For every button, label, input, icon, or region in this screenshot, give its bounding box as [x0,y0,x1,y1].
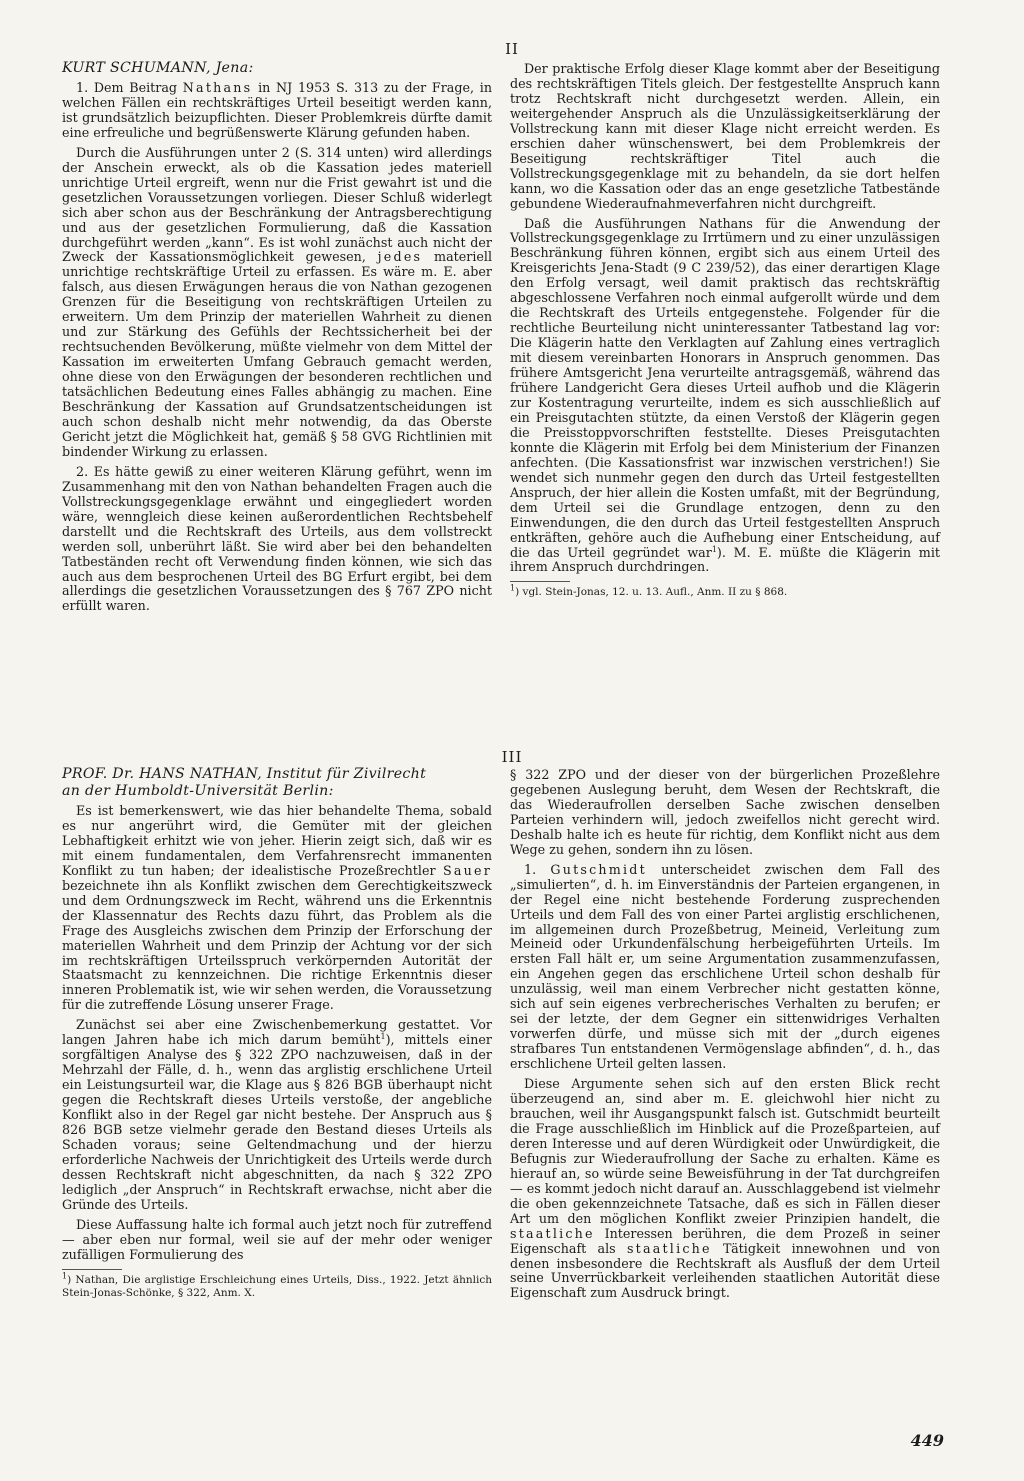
section-iii-left-column [62,766,492,1300]
section-numeral-ii: II [505,40,519,58]
paragraph: Es ist bemerkenswert, wie das hier behandelte Thema, sobald es nur angerührt wird, die Gemüter mit der gleichen Lebhaftigkeit erhitzt wie von jeher. Hierin zeigt sich, daß wir es mit einem fundamentalen, dem Verfahrensrecht immanenten Konflikt zu tun haben; der idealistische Prozeßrechtler Sauer bezeichnete ihn als Konflikt zwischen dem Gerechtigkeitszweck und dem Ordnungszweck im Recht, während uns die Erkenntnis der Klassennatur des Rechts dazu führt, das Problem als die Frage des Ausgleichs zwischen dem Prinzip der Erforschung der materiellen Wahrheit und dem Prinzip der Achtung vor der sich im rechtskräftigen Urteilsspruch verkörpernden Autorität der Staatsmacht zu kennzeichnen. Die richtige Erkenntnis dieser inneren Problematik ist, wie wir sehen werden, die Voraussetzung für die zutreffende Lösung unserer Frage. [62,803,492,1013]
paragraph: Zunächst sei aber eine Zwischenbemerkung gestattet. Vor langen Jahren habe ich mich darum bemüht$^1$), mittels einer sorgfältigen Analyse des § 322 ZPO nachzuweisen, daß in der Mehrzahl der Fälle, d. h., wenn das arglistig erschlichene Urteil ein Leistungsurteil war, die Klage aus § 826 BGB überhaupt nicht gegen die Rechtskraft dieses Urteils verstoße, der angebliche Konflikt also in der Regel gar nicht bestehe. Der Anspruch aus § 826 BGB setze vielmehr gerade den Bestand dieses Urteils als Schaden voraus; seine Geltendmachung und der hierzu erforderliche Nachweis der Unrichtigkeit des Urteils werde durch dessen Rechtskraft nicht abgeschnitten, da nach § 322 ZPO lediglich „der Anspruch“ in Rechtskraft erwachse, nicht aber die Gründe des Urteils. [62,1017,492,1212]
footnote: $^1$) Nathan, Die arglistige Erschleichung eines Urteils, Diss., 1922. Jetzt ähnlich Stein-Jonas-Schönke, § 322, Anm. X. [62,1271,492,1299]
section-ii-left-column [62,60,492,619]
footnote: $^1$) vgl. Stein-Jonas, 12. u. 13. Aufl., Anm. II zu § 868. [510,583,788,599]
paragraph: § 322 ZPO und der dieser von der bürgerlichen Prozeßlehre gegebenen Auslegung beruht, dem Wesen der Rechtskraft, die das Wiederaufrollen derselben Sache zwischen denselben Parteien verhindern will, jedoch zweifellos nicht gerecht wird. Deshalb halte ich es heute für richtig, dem Konflikt nicht aus dem Wege zu gehen, sondern ihn zu lösen. [510,767,940,857]
paragraph: Daß die Ausführungen Nathans für die Anwendung der Vollstreckungsgegenklage zu Irrtümern und zu einer unzulässigen Beschränkung führen können, ergibt sich aus einem Urteil des Kreisgerichts Jena-Stadt (9 C 239/52), das einer derartigen Klage den Erfolg versagt, weil damit praktisch das rechtskräftig abgeschlossene Verfahren noch einmal aufgerollt würde und dem die Rechtskraft des Urteils entgegenstehe. Folgender für die rechtliche Beurteilung nicht uninteressanter Tatbestand lag vor: Die Klägerin hatte den Verklagten auf Zahlung eines vertraglich mit diesem vereinbarten Honorars in Anspruch genommen. Das frühere Amtsgericht Jena verurteilte antragsgemäß, während das frühere Landgericht Gera dieses Urteil aufhob und die Klägerin zur Kostentragung verurteilte, indem es sich ausschließlich auf ein Preisgutachten stützte, da einen Verstoß der Klägerin gegen die Preisstoppvorschriften feststellte. Dieses Preisgutachten konnte die Klägerin mit Erfolg bei dem Ministerium der Finanzen anfechten. (Die Kassationsfrist war inzwischen verstrichen!) Sie wendet sich nunmehr gegen den durch das Urteil festgestellten Anspruch, der hier allein die Kosten umfaßt, mit der Begründung, dem Urteil sei die Grundlage entzogen, denn zu den Einwendungen, die den durch das Urteil festgestellten Anspruch entkräften, gehöre auch die Aufhebung einer Entscheidung, auf die das Urteil gegründet war$^1$). M. E. müßte die Klägerin mit ihrem Anspruch durchdringen. [510,215,940,575]
paragraph: Diese Argumente sehen sich auf den ersten Blick recht überzeugend an, sind aber m. E. gleichwohl hier nicht zu brauchen, weil ihr Ausgangspunkt falsch ist. Gutschmidt beurteilt die Frage ausschließlich im Hinblick auf die Prozeßparteien, auf deren Interesse und auf deren Würdigkeit oder Unwürdigkeit, die Befugnis zur Wiederaufrollung der Sache zu erhalten. Käme es hierauf an, so würde seine Beweisführung in der Tat durchgreifen — es kommt jedoch nicht darauf an. Ausschlaggebend ist vielmehr die oben gekennzeichnete Tatsache, daß es sich in Fällen dieser Art um den möglichen Konflikt zweier Prinzipien handelt, die staatliche Interessen berühren, die dem Prozeß in seiner Eigenschaft als staatliche Tätigkeit innewohnen und von denen insbesondere die Rechtskraft als Ausfluß der dem Urteil seine Unverrückbarkeit verleihenden staatlichen Autorität diese Eigenschaft zum Ausdruck bringt. [510,1076,941,1301]
footnote-ref: 1 [711,544,717,554]
author-heading-nathan-line1: PROF. Dr. HANS NATHAN, Institut für Zivilrecht [62,766,427,782]
paragraph: 2. Es hätte gewiß zu einer weiteren Klärung geführt, wenn im Zusammenhang mit den von Nathan behandelten Fragen auch die Vollstreckungsgegenklage erwähnt und eingegliedert worden wäre, wenngleich diese keinen außerordentlichen Rechtsbehelf darstellt und die Rechtskraft des Urteils, aus dem vollstreckt werden soll, unberührt läßt. Sie wird aber bei den behandelten Tatbeständen recht oft Verwendung finden können, wie sich das auch aus dem besprochenen Urteil des BG Erfurt ergibt, bei dem allerdings die gesetzlichen Voraussetzungen des § 767 ZPO nicht erfüllt waren. [62,463,492,614]
section-ii-right-column [510,62,940,599]
author-heading-nathan-line2: an der Humboldt-Universität Berlin: [62,783,334,799]
author-heading-schumann: KURT SCHUMANN, Jena: [62,60,254,76]
footnote-divider [62,1269,122,1270]
paragraph: 1. Dem Beitrag Nathans in NJ 1953 S. 313 zu der Frage, in welchen Fällen ein rechtskräftiges Urteil beseitigt werden kann, ist grundsätzlich beizupflichten. Dieser Problemkreis dürfte damit eine erfreuliche und begrüßenswerte Klärung gefunden haben. [62,80,492,140]
paragraph: 1. Gutschmidt unterscheidet zwischen dem Fall des „simulierten“, d. h. im Einverständnis der Parteien ergangenen, in der Regel eine nicht bestehende Forderung zusprechenden Urteils und dem Fall des von einer Partei arglistig erschlichenen, im allgemeinen durch Prozeßbetrug, Meineid, Verleitung zum Meineid oder Urkundenfälschung herbeigeführten Urteils. Im ersten Fall hält er, um seine Argumentation zusammenzufassen, ein Angehen gegen das erschlichene Urteil schon deshalb für unzulässig, weil man einem Verbrecher nicht gestatten könne, sich auf sein eigenes verbrecherisches Verhalten zu berufen; er sei der letzte, der dem Gegner ein sittenwidriges Verhalten vorwerfen dürfe, und müsse sich mit der „durch eigenes strafbares Tun entstandenen Vermögenslage abfinden“, d. h., das erschlichene Urteil gelten lassen. [510,861,940,1072]
paragraph: Diese Auffassung halte ich formal auch jetzt noch für zutreffend — aber eben nur formal, weil sie auf der mehr oder weniger zufälligen Formulierung des [62,1216,492,1262]
paragraph: Durch die Ausführungen unter 2 (S. 314 unten) wird allerdings der Anschein erweckt, als ob die Kassation jedes materiell unrichtige Urteil ergreift, wenn nur die Frist gewahrt ist und die gesetzlichen Voraussetzungen vorliegen. Dieser Schluß widerlegt sich aber schon aus der Beschränkung der Antragsberechtigung und aus der gesetzlichen Formulierung, daß die Kassation durchgeführt werden „kann“. Es ist wohl zunächst auch nicht der Zweck der Kassationsmöglichkeit gewesen, jedes materiell unrichtige rechtskräftige Urteil zu erfassen. Es wäre m. E. aber falsch, aus diesen Erwägungen heraus die von Nathan gezogenen Grenzen für die Beseitigung von rechtskräftigen Urteilen zu erweitern. Um dem Prinzip der materiellen Wahrheit zu dienen und zur Stärkung des Gefühls der Rechtssicherheit bei der rechtsuchenden Bevölkerung, müßte vielmehr von dem Mittel der Kassation im erweiterten Umfang Gebrauch gemacht werden, ohne diese von den Erwägungen der besonderen rechtlichen und tatsächlichen Bedeutung eines Falles abhängig zu machen. Eine Beschränkung der Kassation auf Grundsatzentscheidungen ist auch schon deshalb nicht mehr notwendig, da das Oberste Gericht jetzt die Möglichkeit hat, gemäß § 58 GVG Richtlinien mit bindender Wirkung zu erlassen. [62,144,492,459]
footnote-divider [510,581,570,582]
section-iii-right-column [510,768,940,1306]
page-number: 449 [910,1431,944,1450]
footnote-ref: 1 [380,1032,386,1042]
paragraph: Der praktische Erfolg dieser Klage kommt aber der Beseitigung des rechtskräftigen Titels gleich. Der festgestellte Anspruch kann trotz Rechtskraft nicht durchgesetzt werden. Allein, ein weitergehender Anspruch als die Unzulässigkeitserklärung der Vollstreckung kann mit dieser Klage nicht erreicht werden. Es erschien daher wünschenswert, bei dem Problemkreis der Beseitigung rechtskräftiger Titel auch die Vollstreckungsgegenklage mit zu behandeln, da sie dort helfen kann, wo die Kassation oder das an enge gesetzliche Tatbestände gebundene Wiederaufnahmeverfahren nicht durchgreift. [510,61,940,211]
section-numeral-iii: III [501,748,523,766]
